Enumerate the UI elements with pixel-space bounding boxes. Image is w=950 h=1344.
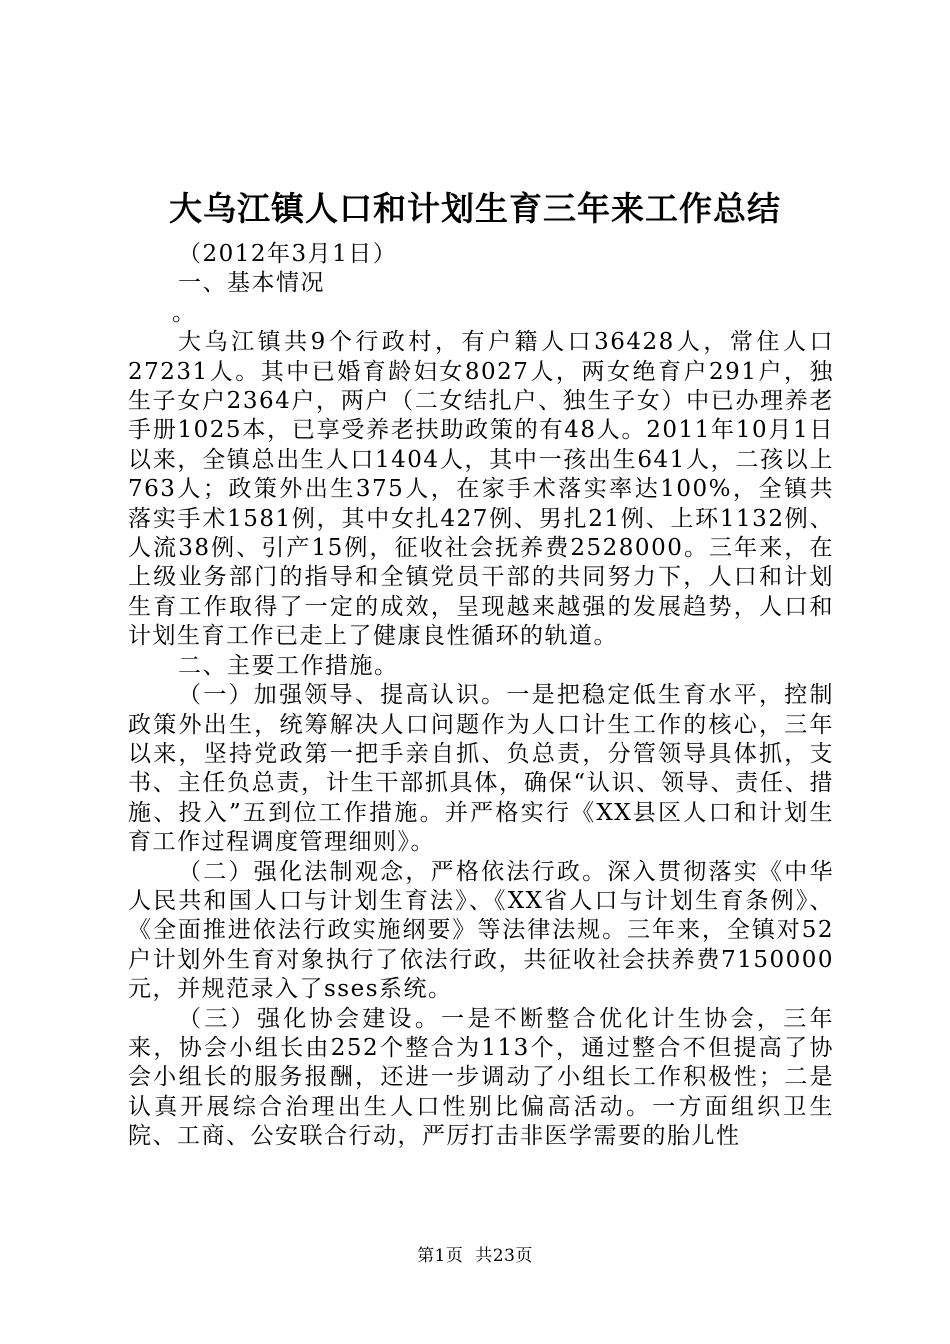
section-heading-main-measures: 二、主要工作措施。: [178, 652, 399, 679]
stray-period: 。: [172, 299, 197, 326]
paragraph-basic-situation: 大乌江镇共9个行政村，有户籍人口36428人，常住人口27231人。其中已婚育龄妇女8027人，两女绝育户291户，独生子女户2364户，两户（二女结扎户、独生子女）中已办理养老手册1025本，已享受养老扶助政策的有48人。2011年10月1日以来，全镇总出生人口1404人，其中一孩出生641人，二孩以上763人；政策外出生375人，在家手术落实率达100%，全镇共落实手术1581例，其中女扎427例、男扎21例、上环1132例、人流38例、引产15例，征收社会抚养费2528000。三年来，在上级业务部门的指导和全镇党员干部的共同努力下，人口和计划生育工作取得了一定的成效，呈现越来越强的发展趋势，人口和计划生育工作已走上了健康良性循环的轨道。: [128, 329, 834, 650]
section-heading-basic-situation: 一、基本情况: [178, 270, 325, 297]
document-title: 大乌江镇人口和计划生育三年来工作总结: [169, 189, 781, 228]
paragraph-legal-administration: （二）强化法制观念，严格依法行政。深入贯彻落实《中华人民共和国人口与计划生育法》、《XX省人口与计划生育条例》、《全面推进依法行政实施纲要》等法律法规。三年来，全镇对52户计划外生育对象执行了依法行政，共征收社会扶养费7150000元，并规范录入了sses系统。: [128, 858, 834, 1003]
page-number: 第1页: [417, 1246, 464, 1266]
document-body: [128, 240, 834, 1152]
paragraph-leadership: （一）加强领导、提高认识。一是把稳定低生育水平，控制政策外出生，统筹解决人口问题作为人口计生工作的核心，三年以来，坚持党政第一把手亲自抓、负总责，分管领导具体抓，支书、主任负总责，计生干部抓具体，确保“认识、领导、责任、措施、投入”五到位工作措施。并严格实行《XX县区人口和计划生育工作过程调度管理细则》。: [128, 682, 834, 856]
paragraph-association-building: （三）强化协会建设。一是不断整合优化计生协会，三年来，协会小组长由252个整合为113个，通过整合不但提高了协会小组长的服务报酬，还进一步调动了小组长工作积极性；二是认真开展综合治理出生人口性别比偏高活动。一方面组织卫生院、工商、公安联合行动，严厉打击非医学需要的胎儿性: [128, 1005, 834, 1150]
document-date: （2012年3月1日）: [178, 241, 398, 267]
page-total: 共23页: [475, 1246, 533, 1266]
page-footer: [0, 1245, 950, 1267]
